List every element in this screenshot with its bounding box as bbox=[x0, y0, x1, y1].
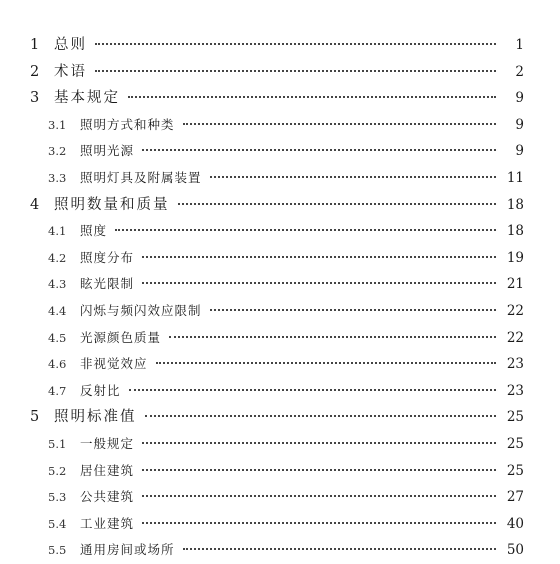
dot-leader bbox=[129, 389, 496, 391]
dot-leader bbox=[210, 176, 496, 178]
toc-entry-number: 4.1 bbox=[48, 224, 67, 239]
toc-section-entry[interactable] bbox=[30, 245, 524, 272]
toc-entry-title: 照明灯具及附属装置 bbox=[80, 169, 202, 185]
toc-entry-page-number: 9 bbox=[515, 143, 524, 160]
toc-entry-number: 5 bbox=[30, 409, 40, 426]
toc-entry-number: 4 bbox=[30, 196, 40, 213]
toc-chapter-entry[interactable] bbox=[30, 404, 524, 431]
dot-leader bbox=[145, 415, 497, 417]
toc-section-entry[interactable] bbox=[30, 218, 524, 245]
toc-entry-page-number: 18 bbox=[506, 196, 524, 213]
toc-section-entry[interactable] bbox=[30, 138, 524, 165]
dot-leader bbox=[142, 256, 496, 258]
dot-leader bbox=[142, 469, 496, 471]
dot-leader bbox=[142, 442, 496, 444]
toc-entry-number: 4.4 bbox=[48, 303, 67, 318]
dot-leader bbox=[156, 362, 496, 364]
dot-leader bbox=[210, 309, 496, 311]
toc-section-entry[interactable] bbox=[30, 271, 524, 298]
toc-entry-title: 眩光限制 bbox=[80, 276, 135, 292]
toc-entry-number: 4.2 bbox=[48, 250, 67, 265]
toc-chapter-entry[interactable] bbox=[30, 192, 524, 219]
toc-entry-page-number: 25 bbox=[506, 409, 524, 426]
toc-chapter-entry[interactable] bbox=[30, 59, 524, 86]
toc-entry-page-number: 23 bbox=[506, 382, 524, 399]
toc-entry-title: 照度分布 bbox=[80, 249, 135, 265]
dot-leader bbox=[95, 70, 496, 72]
toc-chapter-entry[interactable] bbox=[30, 32, 524, 59]
toc-entry-title: 照度 bbox=[80, 223, 108, 239]
toc-entry-title: 总则 bbox=[54, 37, 87, 53]
toc-entry-number: 2 bbox=[30, 63, 40, 80]
toc-entry-page-number: 18 bbox=[506, 223, 524, 240]
toc-entry-number: 4.5 bbox=[48, 330, 67, 345]
toc-section-entry[interactable] bbox=[30, 537, 524, 564]
toc-entry-title: 非视觉效应 bbox=[80, 356, 148, 372]
toc-chapter-entry[interactable] bbox=[30, 85, 524, 112]
toc-entry-page-number: 19 bbox=[506, 249, 524, 266]
toc-entry-number: 4.6 bbox=[48, 357, 67, 372]
toc-entry-number: 5.1 bbox=[48, 436, 67, 451]
toc-entry-number: 5.4 bbox=[48, 516, 67, 531]
toc-entry-title: 照明方式和种类 bbox=[80, 116, 175, 132]
toc-section-entry[interactable] bbox=[30, 511, 524, 538]
toc-section-entry[interactable] bbox=[30, 112, 524, 139]
toc-entry-page-number: 2 bbox=[515, 63, 524, 80]
dot-leader bbox=[142, 522, 496, 524]
toc-entry-title: 居住建筑 bbox=[80, 462, 135, 478]
toc-entry-page-number: 9 bbox=[515, 116, 524, 133]
dot-leader bbox=[115, 229, 496, 231]
toc-entry-title: 通用房间或场所 bbox=[80, 542, 175, 558]
toc-section-entry[interactable] bbox=[30, 165, 524, 192]
toc-entry-title: 反射比 bbox=[80, 382, 121, 398]
toc-entry-number: 3.3 bbox=[48, 170, 67, 185]
toc-entry-title: 照明光源 bbox=[80, 143, 135, 159]
toc-entry-number: 5.3 bbox=[48, 490, 67, 505]
toc-entry-title: 术语 bbox=[54, 63, 87, 80]
toc-entry-number: 3.2 bbox=[48, 144, 67, 159]
dot-leader bbox=[169, 336, 496, 338]
toc-section-entry[interactable] bbox=[30, 351, 524, 378]
toc-section-entry[interactable] bbox=[30, 378, 524, 405]
toc-entry-title: 照明数量和质量 bbox=[54, 196, 170, 213]
toc-entry-number: 1 bbox=[30, 37, 40, 53]
toc-entry-title: 闪烁与频闪效应限制 bbox=[80, 302, 202, 318]
toc-entry-number: 4.7 bbox=[48, 383, 67, 398]
toc-entry-title: 公共建筑 bbox=[80, 489, 135, 505]
toc-entry-page-number: 22 bbox=[506, 329, 524, 346]
toc-entry-page-number: 1 bbox=[515, 37, 524, 53]
dot-leader bbox=[142, 149, 496, 151]
toc-entry-page-number: 21 bbox=[506, 276, 524, 293]
toc-section-entry[interactable] bbox=[30, 325, 524, 352]
toc-section-entry[interactable] bbox=[30, 298, 524, 325]
toc-entry-title: 一般规定 bbox=[80, 435, 135, 451]
toc-entry-page-number: 23 bbox=[506, 356, 524, 373]
toc-entry-title: 基本规定 bbox=[54, 90, 120, 107]
toc-entry-page-number: 9 bbox=[515, 90, 524, 107]
table-of-contents bbox=[30, 32, 524, 564]
toc-entry-page-number: 27 bbox=[506, 489, 524, 506]
toc-section-entry[interactable] bbox=[30, 484, 524, 511]
toc-entry-number: 5.2 bbox=[48, 463, 67, 478]
toc-section-entry[interactable] bbox=[30, 431, 524, 458]
toc-entry-number: 3 bbox=[30, 90, 40, 107]
toc-entry-page-number: 40 bbox=[506, 515, 524, 532]
dot-leader bbox=[142, 495, 496, 497]
dot-leader bbox=[178, 203, 497, 205]
toc-entry-page-number: 25 bbox=[506, 462, 524, 479]
dot-leader bbox=[128, 96, 496, 98]
dot-leader bbox=[183, 548, 496, 550]
toc-entry-page-number: 25 bbox=[506, 435, 524, 452]
toc-entry-page-number: 50 bbox=[506, 542, 524, 559]
toc-entry-page-number: 22 bbox=[506, 302, 524, 319]
dot-leader bbox=[142, 282, 496, 284]
dot-leader bbox=[95, 43, 496, 45]
toc-section-entry[interactable] bbox=[30, 458, 524, 485]
dot-leader bbox=[183, 123, 496, 125]
toc-entry-page-number: 11 bbox=[506, 169, 524, 186]
toc-entry-title: 照明标准值 bbox=[54, 409, 137, 426]
toc-entry-number: 5.5 bbox=[48, 543, 67, 558]
toc-entry-number: 4.3 bbox=[48, 277, 67, 292]
toc-entry-title: 光源颜色质量 bbox=[80, 329, 162, 345]
toc-entry-number: 3.1 bbox=[48, 117, 67, 132]
toc-entry-title: 工业建筑 bbox=[80, 515, 135, 531]
